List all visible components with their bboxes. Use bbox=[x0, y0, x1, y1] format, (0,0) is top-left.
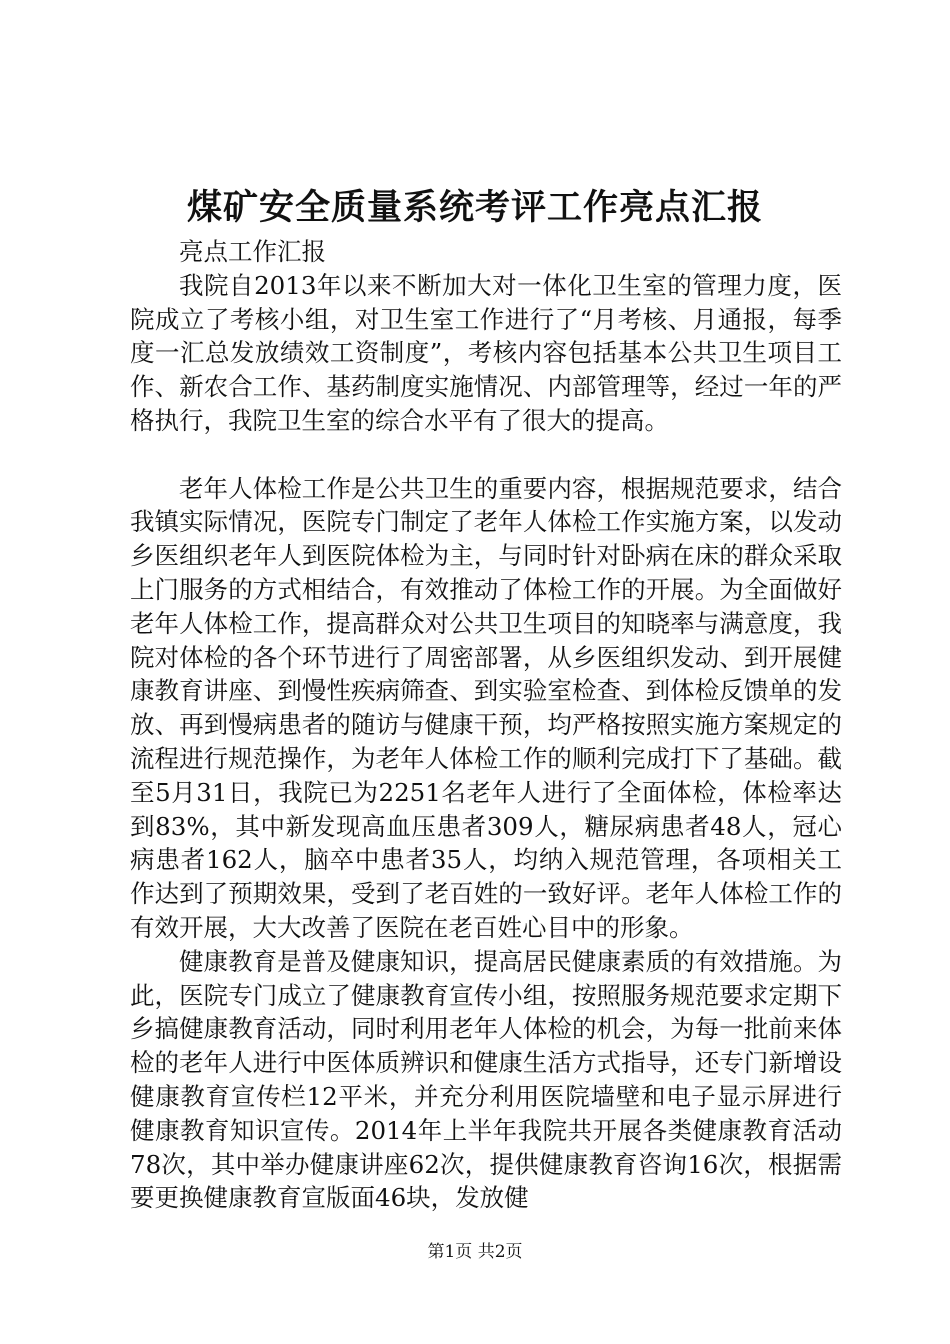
page-number: 第1页 共2页 bbox=[427, 1242, 523, 1262]
paragraph-elderly-checkup: 老年人体检工作是公共卫生的重要内容，根据规范要求，结合我镇实际情况，医院专门制定了老年人体检工作实施方案，以发动乡医组织老年人到医院体检为主，与同时针对卧病在床的群众采取上门服务的方式相结合，有效推动了体检工作的开展。为全面做好老年人体检工作，提高群众对公共卫生项目的知晓率与满意度，我院对体检的各个环节进行了周密部署，从乡医组织发动、到开展健康教育讲座、到慢性疾病筛查、到实验室检查、到体检反馈单的发放、再到慢病患者的随访与健康干预，均严格按照实施方案规定的流程进行规范操作，为老年人体检工作的顺利完成打下了基础。截至5月31日，我院已为2251名老年人进行了全面体检，体检率达到83%，其中新发现高血压患者309人，糖尿病患者48人，冠心病患者162人，脑卒中患者35人，均纳入规范管理，各项相关工作达到了预期效果，受到了老百姓的一致好评。老年人体检工作的有效开展，大大改善了医院在老百姓心目中的形象。 bbox=[130, 473, 842, 942]
document-body bbox=[130, 235, 842, 1215]
page-title: 煤矿安全质量系统考评工作亮点汇报 bbox=[186, 187, 763, 228]
paragraph-management: 我院自2013年以来不断加大对一体化卫生室的管理力度，医院成立了考核小组，对卫生室工作进行了“月考核、月通报，每季度一汇总发放绩效工资制度”，考核内容包括基本公共卫生项目工作、新农合工作、基药制度实施情况、内部管理等，经过一年的严格执行，我院卫生室的综合水平有了很大的提高。 bbox=[130, 270, 842, 435]
paragraph-health-education: 健康教育是普及健康知识，提高居民健康素质的有效措施。为此，医院专门成立了健康教育宣传小组，按照服务规范要求定期下乡搞健康教育活动，同时利用老年人体检的机会，为每一批前来体检的老年人进行中医体质辨识和健康生活方式指导，还专门新增设健康教育宣传栏12平米，并充分利用医院墙壁和电子显示屏进行健康教育知识宣传。2014年上半年我院共开展各类健康教育活动78次，其中举办健康讲座62次，提供健康教育咨询16次，根据需要更换健康教育宣版面46块，发放健 bbox=[130, 946, 842, 1213]
section-heading: 亮点工作汇报 bbox=[179, 237, 326, 266]
